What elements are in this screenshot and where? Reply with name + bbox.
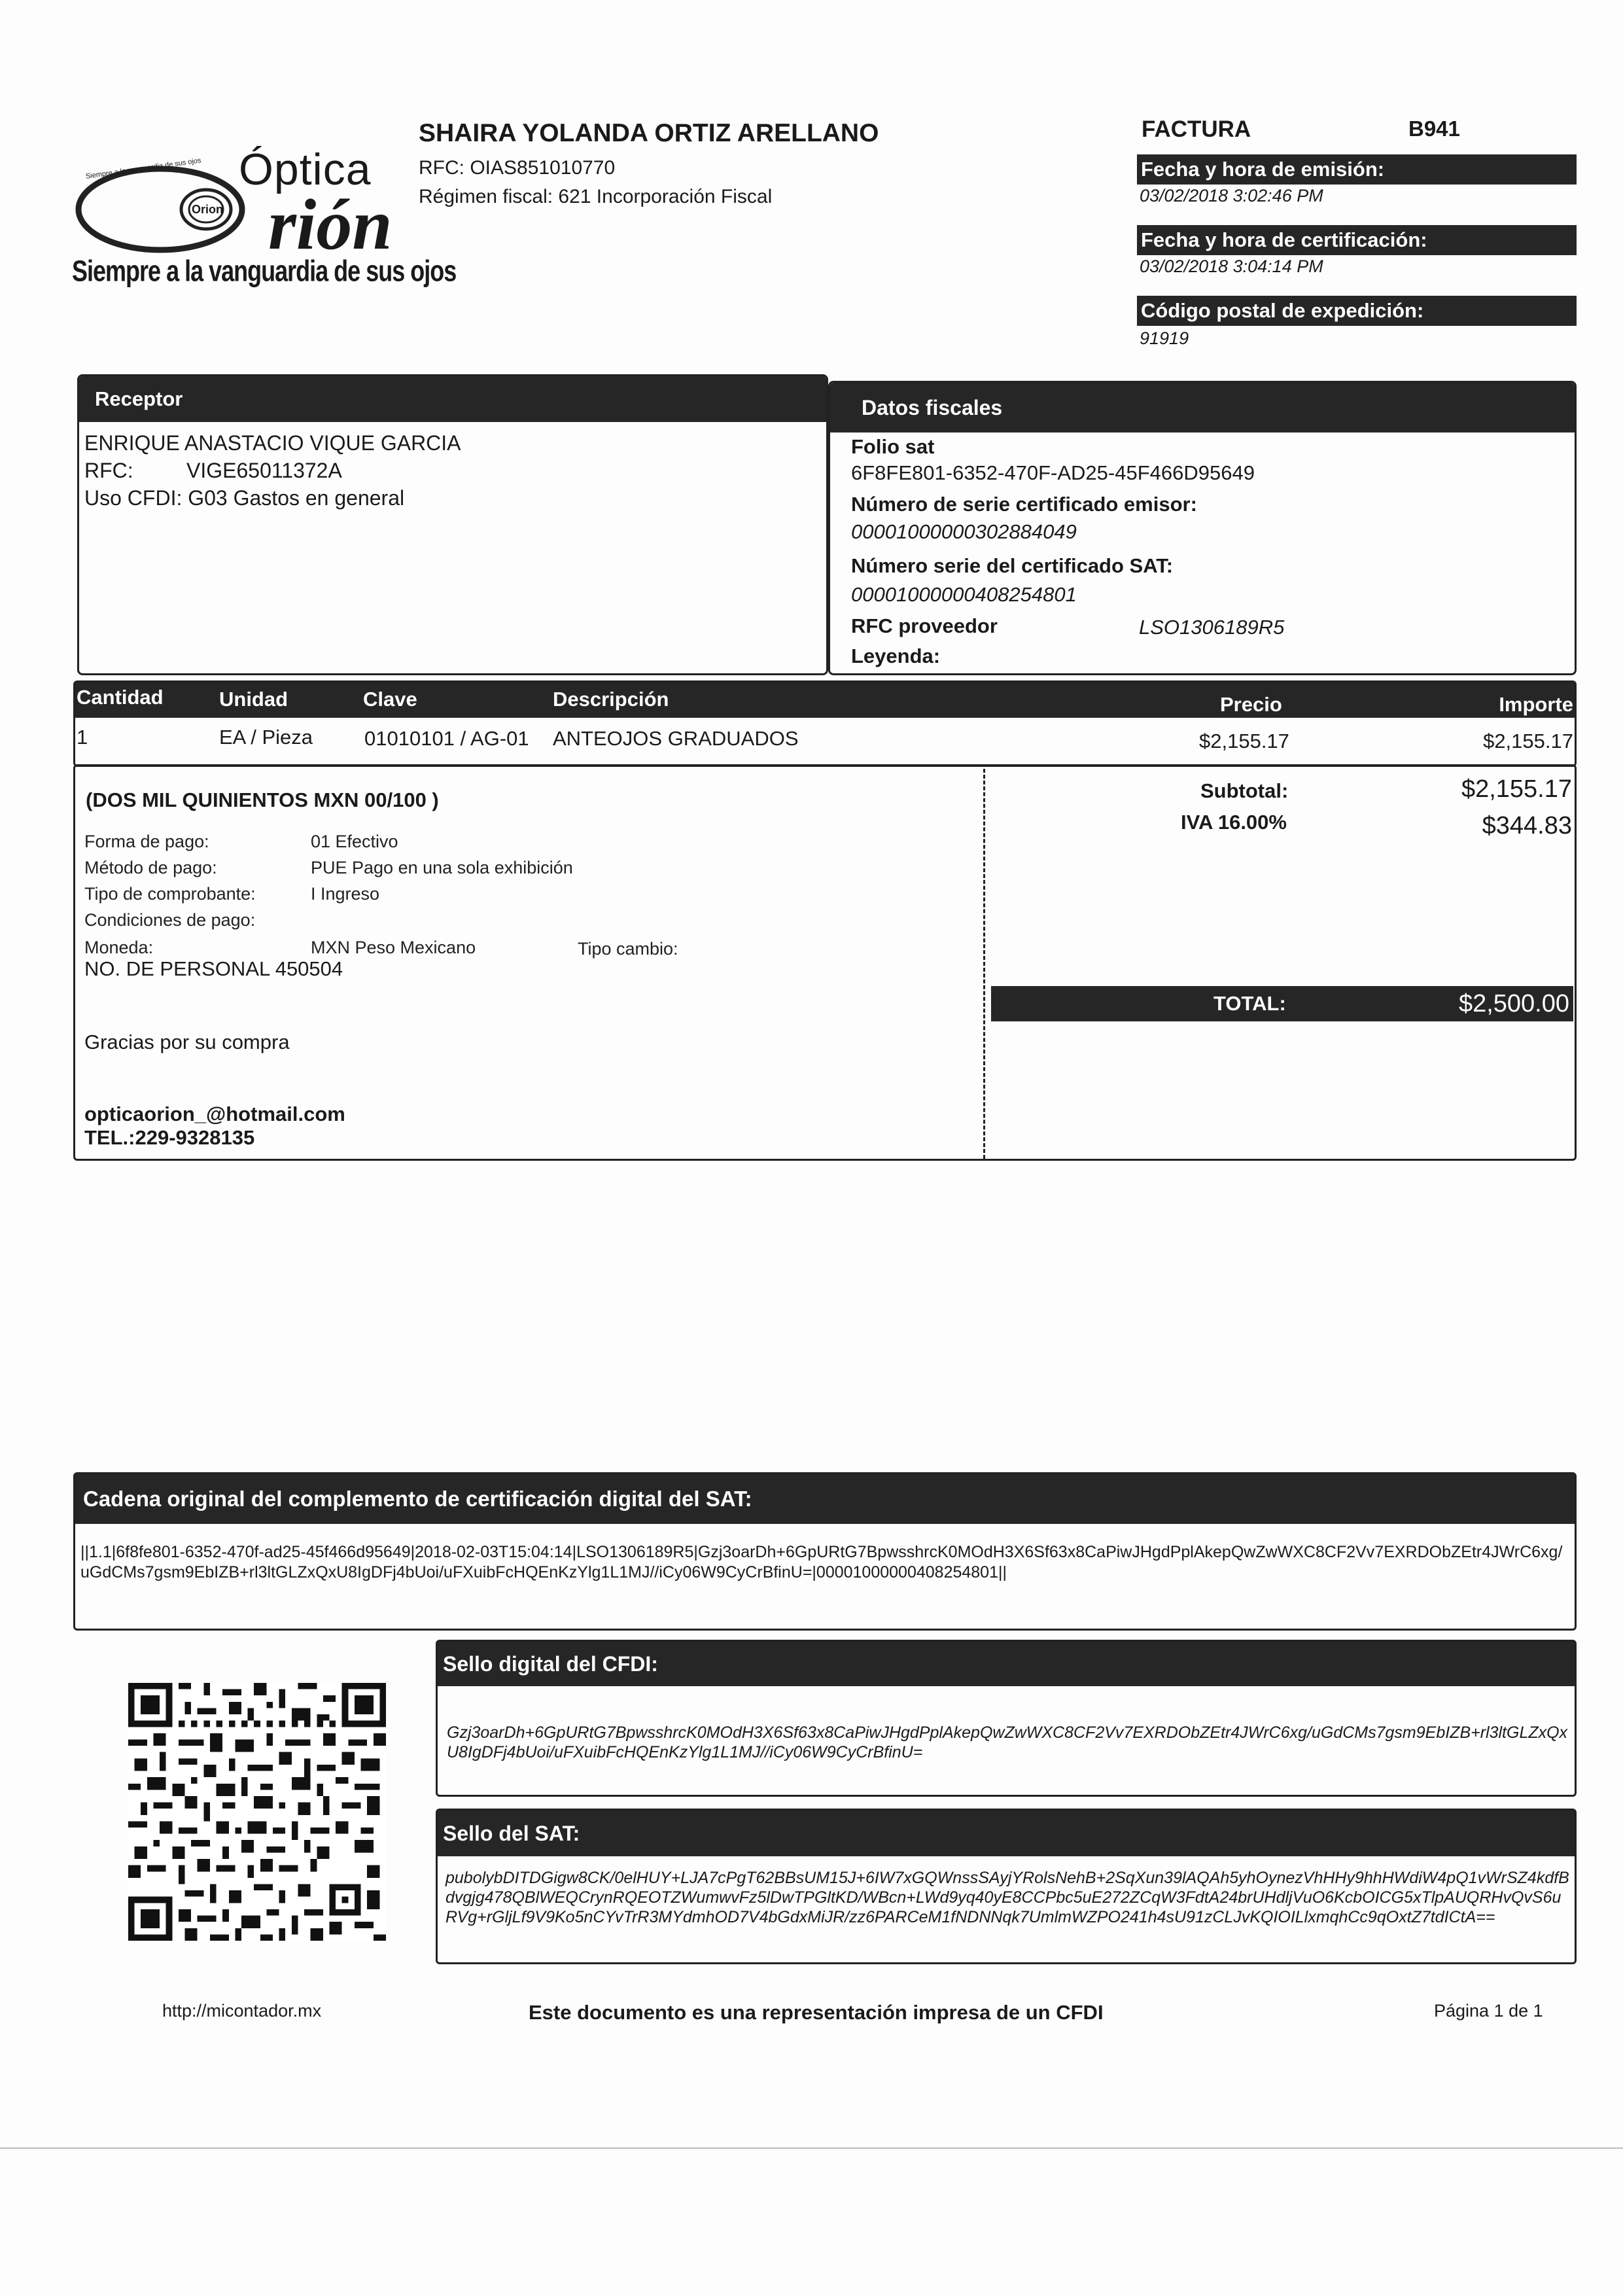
invoice-title: FACTURA — [1142, 116, 1251, 142]
page-bottom-line — [0, 2147, 1623, 2149]
moneda-value: MXN Peso Mexicano — [311, 938, 476, 957]
logo-brand-top: Óptica — [239, 145, 372, 194]
metodo-pago-value: PUE Pago en una sola exhibición — [311, 858, 573, 877]
cadena-header: Cadena original del complemento de certificación digital del SAT: — [75, 1474, 1575, 1524]
header-precio: Precio — [1220, 693, 1282, 716]
moneda-label: Moneda: — [84, 938, 154, 957]
qr-code-icon — [128, 1683, 386, 1941]
amount-words: (DOS MIL QUINIENTOS MXN 00/100 ) — [86, 788, 439, 811]
receptor-rfc-value: VIGE65011372A — [186, 459, 342, 482]
tipo-comprobante-label: Tipo de comprobante: — [84, 884, 256, 904]
receptor-uso-cfdi: Uso CFDI: G03 Gastos en general — [84, 486, 405, 510]
subtotal-value: $2,155.17 — [1461, 775, 1572, 803]
sello-sat-text: pubolybDITDGigw8CK/0elHUY+LJA7cPgT62BBsUM15J+6IW7xGQWnssSAyjYRolsNehB+2SqXun39lAQAh5yhOynezVhHHy9hhHWdiW4pQ1vWrSZ4kdfBdvgjg478QBlWEQCrynRQEOTZWumwvFz5lDwTPGltKD/WBcn+LWd9yq40yE8CCPbc5uE272ZCqW3FdtA24brUHdljVuO6KcbOICG5xTlpAUQRHvQvS6uRVg+rGljLf9V9Ko5nCYvTrR3MYdmhOD7V4bGdxMiJR/zz6PARCeM1fNDNNqk7UmlmWZPO241h4sU91zCLJvKQIOILlxmqhCc9qOxtZ7tdICtA== — [445, 1869, 1569, 1926]
receptor-name: ENRIQUE ANASTACIO VIQUE GARCIA — [84, 431, 461, 455]
leyenda-label: Leyenda: — [851, 645, 941, 667]
logo-badge-small: Siempre a la vanguardia de sus ojos — [85, 156, 202, 181]
tipo-cambio-label: Tipo cambio: — [578, 939, 678, 959]
issuer-rfc: RFC: OIAS851010770 — [419, 157, 616, 179]
proveedor-value: LSO1306189R5 — [1139, 616, 1285, 639]
sat-cert-label: Número serie del certificado SAT: — [851, 554, 1174, 577]
row-clave: 01010101 / AG-01 — [364, 727, 529, 750]
emisor-cert-value: 00001000000302884049 — [851, 520, 1077, 543]
fiscal-header: Datos fiscales — [830, 383, 1575, 433]
row-cantidad: 1 — [77, 726, 88, 749]
logo — [72, 144, 457, 294]
row-precio: $2,155.17 — [1199, 730, 1289, 752]
receptor-rfc-label: RFC: — [84, 459, 133, 482]
header-cantidad: Cantidad — [77, 686, 164, 709]
tipo-comprobante-value: I Ingreso — [311, 884, 380, 904]
footer-statement: Este documento es una representación impresa de un CFDI — [529, 2001, 1104, 2024]
items-header-row — [75, 682, 1575, 718]
invoice-number: B941 — [1408, 116, 1460, 141]
total-label: TOTAL: — [1213, 992, 1286, 1015]
footer-page: Página 1 de 1 — [1434, 2001, 1543, 2021]
tel: TEL.:229-9328135 — [84, 1126, 255, 1149]
emission-value: 03/02/2018 3:02:46 PM — [1140, 186, 1323, 205]
logo-brand-bottom: rión — [268, 185, 393, 264]
iva-value: $344.83 — [1482, 812, 1572, 839]
subtotal-label: Subtotal: — [1200, 779, 1289, 802]
header-unidad: Unidad — [219, 688, 288, 711]
emission-label: Fecha y hora de emisión: — [1137, 154, 1577, 185]
logo-tagline: Siempre a la vanguardia de sus ojos — [72, 254, 457, 288]
logo-badge-center: Orion — [192, 203, 223, 216]
row-unidad: EA / Pieza — [219, 726, 313, 749]
sello-cfdi-box — [436, 1640, 1577, 1797]
postal-value: 91919 — [1140, 328, 1189, 348]
sat-cert-value: 00001000000408254801 — [851, 583, 1077, 606]
sello-cfdi-header: Sello digital del CFDI: — [438, 1642, 1575, 1686]
thanks: Gracias por su compra — [84, 1031, 290, 1053]
metodo-pago-label: Método de pago: — [84, 858, 217, 877]
certification-value: 03/02/2018 3:04:14 PM — [1140, 256, 1323, 276]
certification-label: Fecha y hora de certificación: — [1137, 225, 1577, 255]
iva-label: IVA 16.00% — [1181, 811, 1287, 834]
header-descripcion: Descripción — [553, 688, 669, 711]
footer-url[interactable]: http://micontador.mx — [162, 2001, 322, 2021]
row-descripcion: ANTEOJOS GRADUADOS — [553, 727, 799, 750]
forma-pago-label: Forma de pago: — [84, 832, 209, 851]
header-clave: Clave — [363, 688, 417, 711]
summary-divider — [983, 769, 985, 1159]
proveedor-label: RFC proveedor — [851, 614, 998, 637]
folio-value: 6F8FE801-6352-470F-AD25-45F466D95649 — [851, 461, 1255, 484]
receptor-header: Receptor — [79, 376, 826, 422]
fiscal-box — [828, 381, 1577, 675]
sello-sat-header: Sello del SAT: — [438, 1810, 1575, 1856]
row-importe: $2,155.17 — [1483, 730, 1573, 752]
folio-label: Folio sat — [851, 435, 935, 458]
sello-cfdi-text: Gzj3oarDh+6GpURtG7BpwsshrcK0MOdH3X6Sf63x8CaPiwJHgdPplAkepQwZwWXC8CF2Vv7EXRDObZEtr4JWrC6xg/uGdCMs7gsm9EbIZB+rl3ltGLZxQxU8IgDFj4bUoi/uFXuibFcHQEnKzYlg1L1MJ//iCy06W9CyCrBfinU= — [447, 1723, 1568, 1761]
issuer-regimen: Régimen fiscal: 621 Incorporación Fiscal — [419, 186, 773, 207]
table-row — [75, 718, 1575, 760]
summary-box — [73, 764, 1577, 1161]
total-value: $2,500.00 — [1458, 990, 1569, 1017]
items-table — [73, 680, 1577, 767]
header-importe: Importe — [1499, 693, 1573, 716]
total-bar — [991, 986, 1573, 1021]
sello-sat-box — [436, 1809, 1577, 1964]
personal: NO. DE PERSONAL 450504 — [84, 957, 343, 980]
forma-pago-value: 01 Efectivo — [311, 832, 398, 851]
email: opticaorion_@hotmail.com — [84, 1103, 345, 1125]
qr-code — [128, 1683, 386, 1941]
emisor-cert-label: Número de serie certificado emisor: — [851, 493, 1197, 516]
cadena-box — [73, 1472, 1577, 1631]
condiciones-label: Condiciones de pago: — [84, 910, 256, 930]
issuer-name: SHAIRA YOLANDA ORTIZ ARELLANO — [419, 119, 879, 147]
postal-label: Código postal de expedición: — [1137, 296, 1577, 326]
receptor-box — [77, 374, 828, 675]
cadena-text: ||1.1|6f8fe801-6352-470f-ad25-45f466d95649|2018-02-03T15:04:14|LSO1306189R5|Gzj3oarDh+6GpURtG7BpwsshrcK0MOdH3X6Sf63x8CaPiwJHgdPplAkepQwZwWXC8CF2Vv7EXRDObZEtr4JWrC6xg/uGdCMs7gsm9EbIZB+rl3ltGLZxQxU8IgDFj4bUoi/uFXuibFcHQEnKzYlg1L1MJ//iCy06W9CyCrBfinU=|00001000000408254801|| — [80, 1543, 1563, 1581]
